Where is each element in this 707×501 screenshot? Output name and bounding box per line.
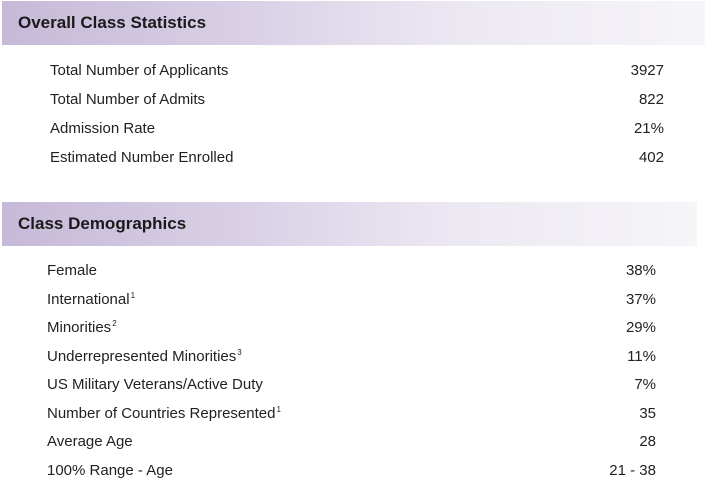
demo-row-countries <box>47 405 656 434</box>
stat-row-applicants <box>50 62 664 91</box>
demographics-header <box>2 202 697 246</box>
demo-label: International$^1$ <box>47 290 136 308</box>
demo-value: 21 - 38 <box>609 461 656 479</box>
demo-row-international <box>47 291 656 320</box>
demo-label: 100% Range - Age <box>47 461 173 479</box>
overall-stats-title: Overall Class Statistics <box>18 13 207 32</box>
stat-value: 822 <box>638 91 664 108</box>
footnote-marker: 1 <box>276 404 281 414</box>
footnote-marker: 2 <box>112 319 117 328</box>
demo-row-age-range <box>47 462 656 491</box>
stat-value: 402 <box>638 149 664 166</box>
demo-value: 29% <box>625 319 656 336</box>
stat-row-admits <box>50 91 664 120</box>
demo-row-female <box>47 262 656 291</box>
demo-row-underrepresented <box>47 348 656 377</box>
demo-label: Underrepresented Minorities$^3$ <box>47 347 242 365</box>
footnote-marker: 3 <box>237 347 242 357</box>
demo-value: 38% <box>625 262 656 279</box>
demo-label: Number of Countries Represented$^1$ <box>47 404 281 422</box>
demo-label: Minorities$^2$ <box>47 319 117 336</box>
demo-value: 37% <box>625 290 656 308</box>
demo-row-minorities <box>47 319 656 348</box>
stat-row-enrolled <box>50 149 664 178</box>
demo-row-veterans <box>47 376 656 405</box>
stat-value: 3927 <box>630 62 664 79</box>
demo-value: 28 <box>639 433 656 450</box>
demo-label: Female <box>47 262 98 279</box>
overall-stats-list <box>50 62 664 178</box>
stat-value: 21% <box>633 120 664 137</box>
stat-row-admission-rate <box>50 120 664 149</box>
demographics-list <box>47 262 656 490</box>
stat-label: Total Number of Applicants <box>50 62 229 79</box>
footnote-marker: 1 <box>130 290 136 300</box>
demo-row-average-age <box>47 433 656 462</box>
demo-label: US Military Veterans/Active Duty <box>47 376 263 393</box>
demo-label: Average Age <box>47 433 133 450</box>
overall-stats-header <box>2 1 705 45</box>
stat-label: Admission Rate <box>50 120 156 137</box>
demo-value: 7% <box>634 376 656 393</box>
stat-label: Estimated Number Enrolled <box>50 149 234 166</box>
demographics-title: Class Demographics <box>18 214 187 233</box>
stat-label: Total Number of Admits <box>50 91 206 108</box>
demo-value: 35 <box>639 404 656 422</box>
demo-value: 11% <box>627 347 656 365</box>
